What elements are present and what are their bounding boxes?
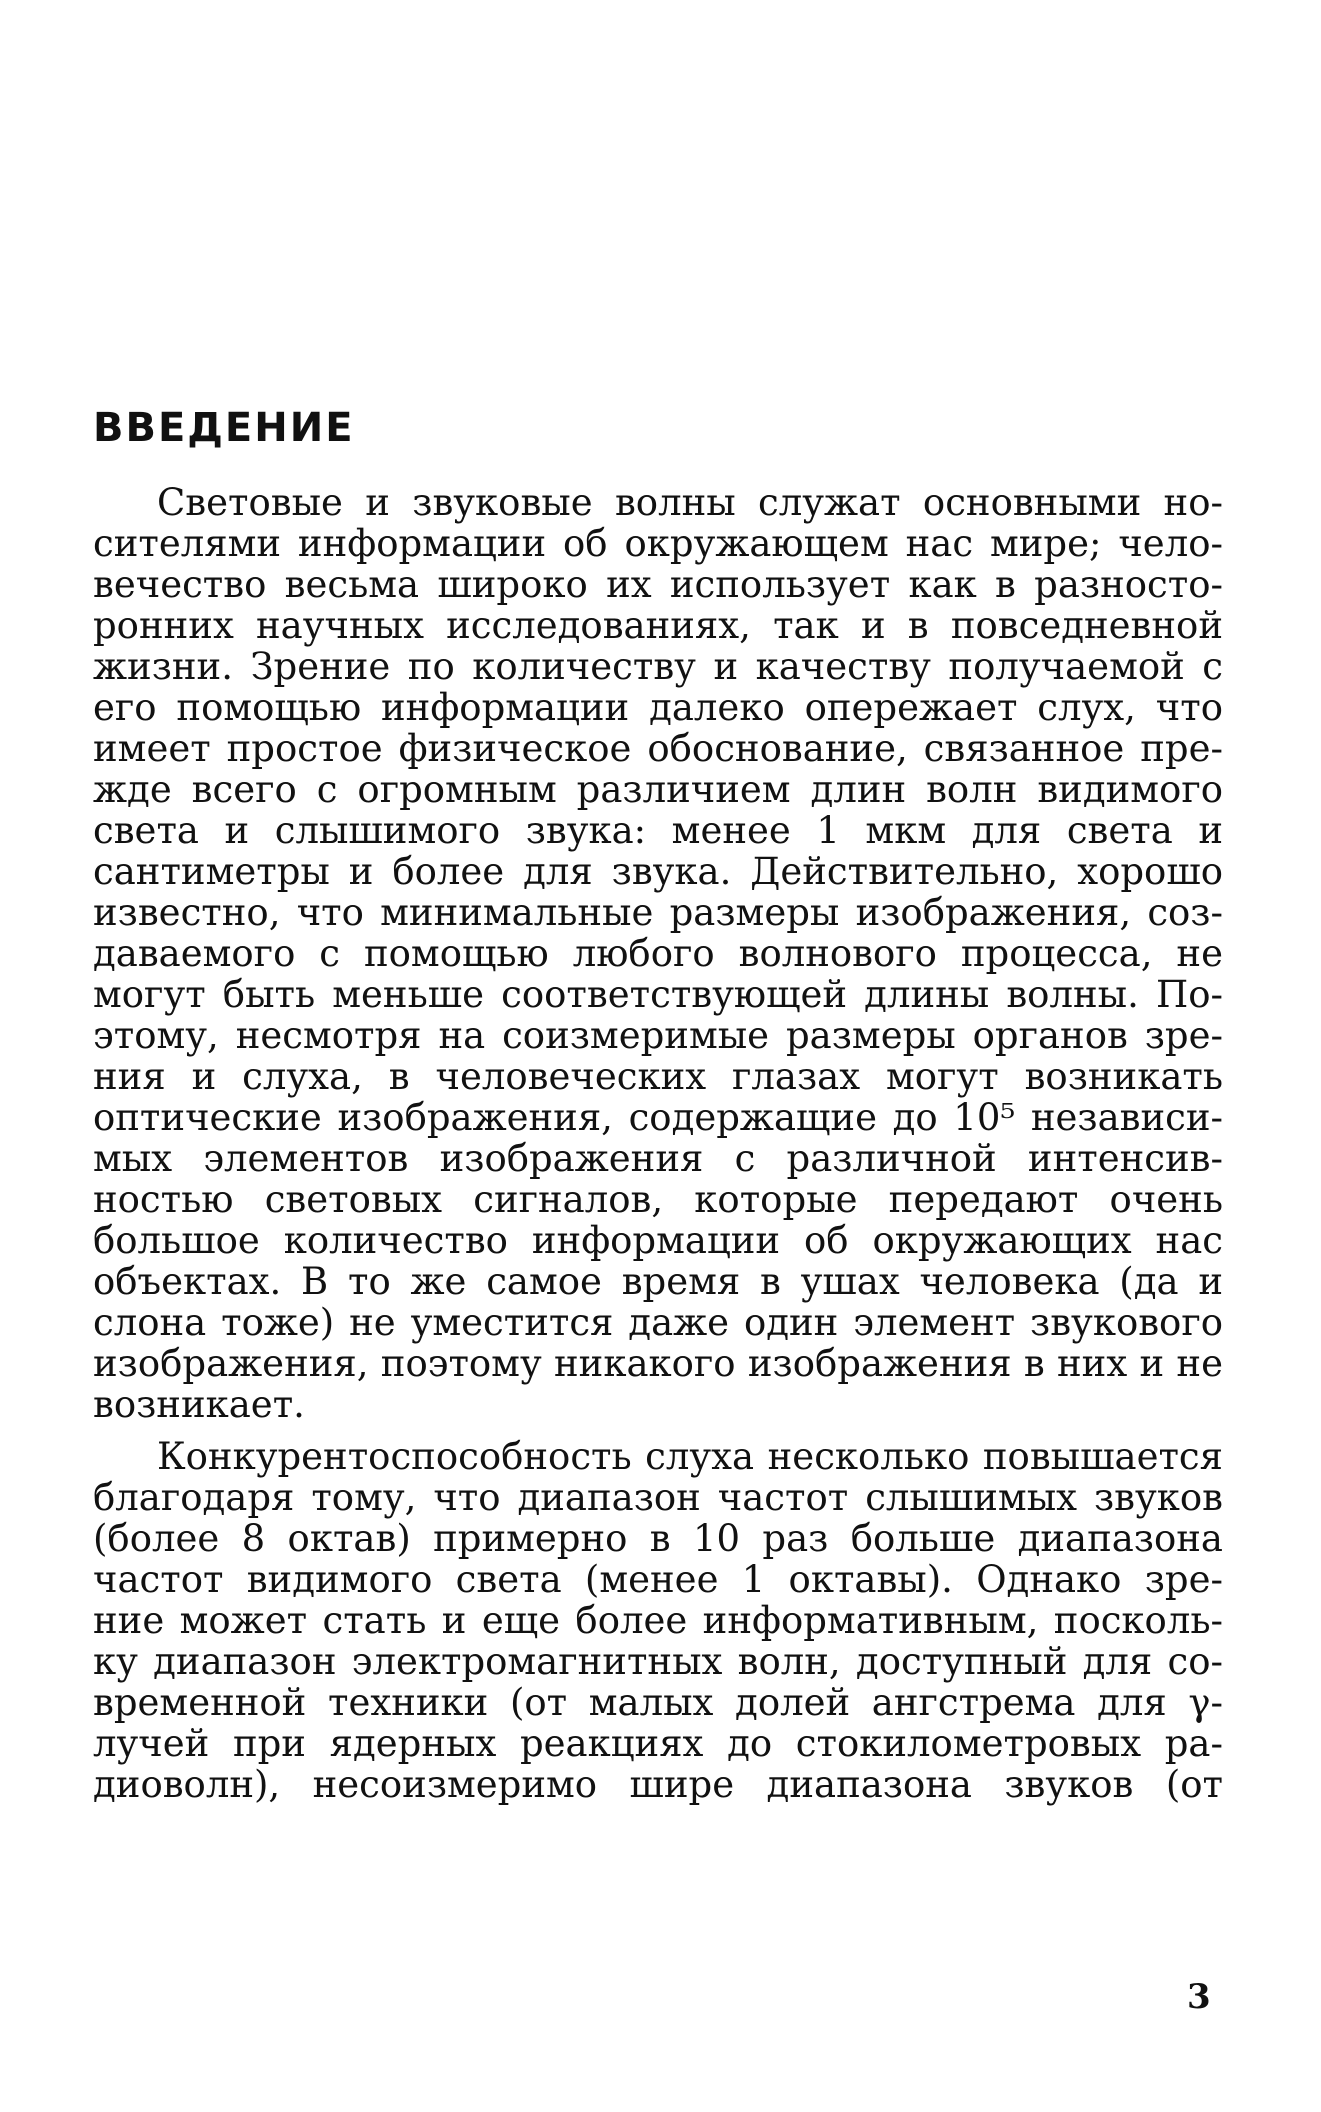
text-line: объектах. В то же самое время в ушах человека (да и — [93, 1260, 1223, 1303]
text-line: сантиметры и более для звука. Действительно, хорошо — [93, 850, 1223, 893]
text-line: его помощью информации далеко опережает слух, что — [93, 686, 1223, 729]
text-line: слона тоже) не уместится даже один элемент звукового — [93, 1301, 1223, 1344]
paragraph-2-first-line: Конкурентоспособность слуха несколько повышается — [157, 1435, 1223, 1478]
text-line: ния и слуха, в человеческих глазах могут возникать — [93, 1055, 1223, 1098]
text-line: известно, что минимальные размеры изображения, соз- — [93, 891, 1223, 934]
text-line: жизни. Зрение по количеству и качеству получаемой с — [93, 645, 1223, 688]
paragraph-1-last-line: возникает. — [93, 1383, 305, 1426]
text-line: света и слышимого звука: менее 1 мкм для света и — [93, 809, 1223, 852]
text-line: лучей при ядерных реакциях до стокилометровых ра- — [93, 1722, 1223, 1765]
chapter-heading: ВВЕДЕНИЕ — [93, 405, 355, 451]
text-line: сителями информации об окружающем нас мире; чело- — [93, 522, 1223, 565]
paragraph-1-first-line: Световые и звуковые волны служат основными но- — [157, 481, 1223, 524]
text-line: могут быть меньше соответствующей длины волны. По- — [93, 973, 1223, 1016]
text-line: частот видимого света (менее 1 октавы). Однако зре- — [93, 1558, 1223, 1601]
text-line: диоволн), несоизмеримо шире диапазона звуков (от — [93, 1763, 1223, 1806]
text-line: вечество весьма широко их использует как в разносто- — [93, 563, 1223, 606]
text-line: ностью световых сигналов, которые передают очень — [93, 1178, 1223, 1221]
text-line: этому, несмотря на соизмеримые размеры органов зре- — [93, 1014, 1223, 1057]
text-line: мых элементов изображения с различной интенсив- — [93, 1137, 1223, 1180]
text-line: большое количество информации об окружающих нас — [93, 1219, 1223, 1262]
text-line: (более 8 октав) примерно в 10 раз больше диапазона — [93, 1517, 1223, 1560]
text-line: даваемого с помощью любого волнового процесса, не — [93, 932, 1223, 975]
text-line: имеет простое физическое обоснование, связанное пре- — [93, 727, 1223, 770]
text-line: ку диапазон электромагнитных волн, доступный для со- — [93, 1640, 1223, 1683]
text-line: ронних научных исследованиях, так и в повседневной — [93, 604, 1223, 647]
text-line: жде всего с огромным различием длин волн видимого — [93, 768, 1223, 811]
page-number: 3 — [1187, 1977, 1211, 2017]
text-line: временной техники (от малых долей ангстрема для γ- — [93, 1681, 1223, 1724]
text-line: изображения, поэтому никакого изображения в них и не — [93, 1342, 1223, 1385]
text-line: ние может стать и еще более информативным, посколь- — [93, 1599, 1223, 1642]
text-line: благодаря тому, что диапазон частот слышимых звуков — [93, 1476, 1223, 1519]
text-line: оптические изображения, содержащие до 10⁵ независи- — [93, 1096, 1223, 1139]
